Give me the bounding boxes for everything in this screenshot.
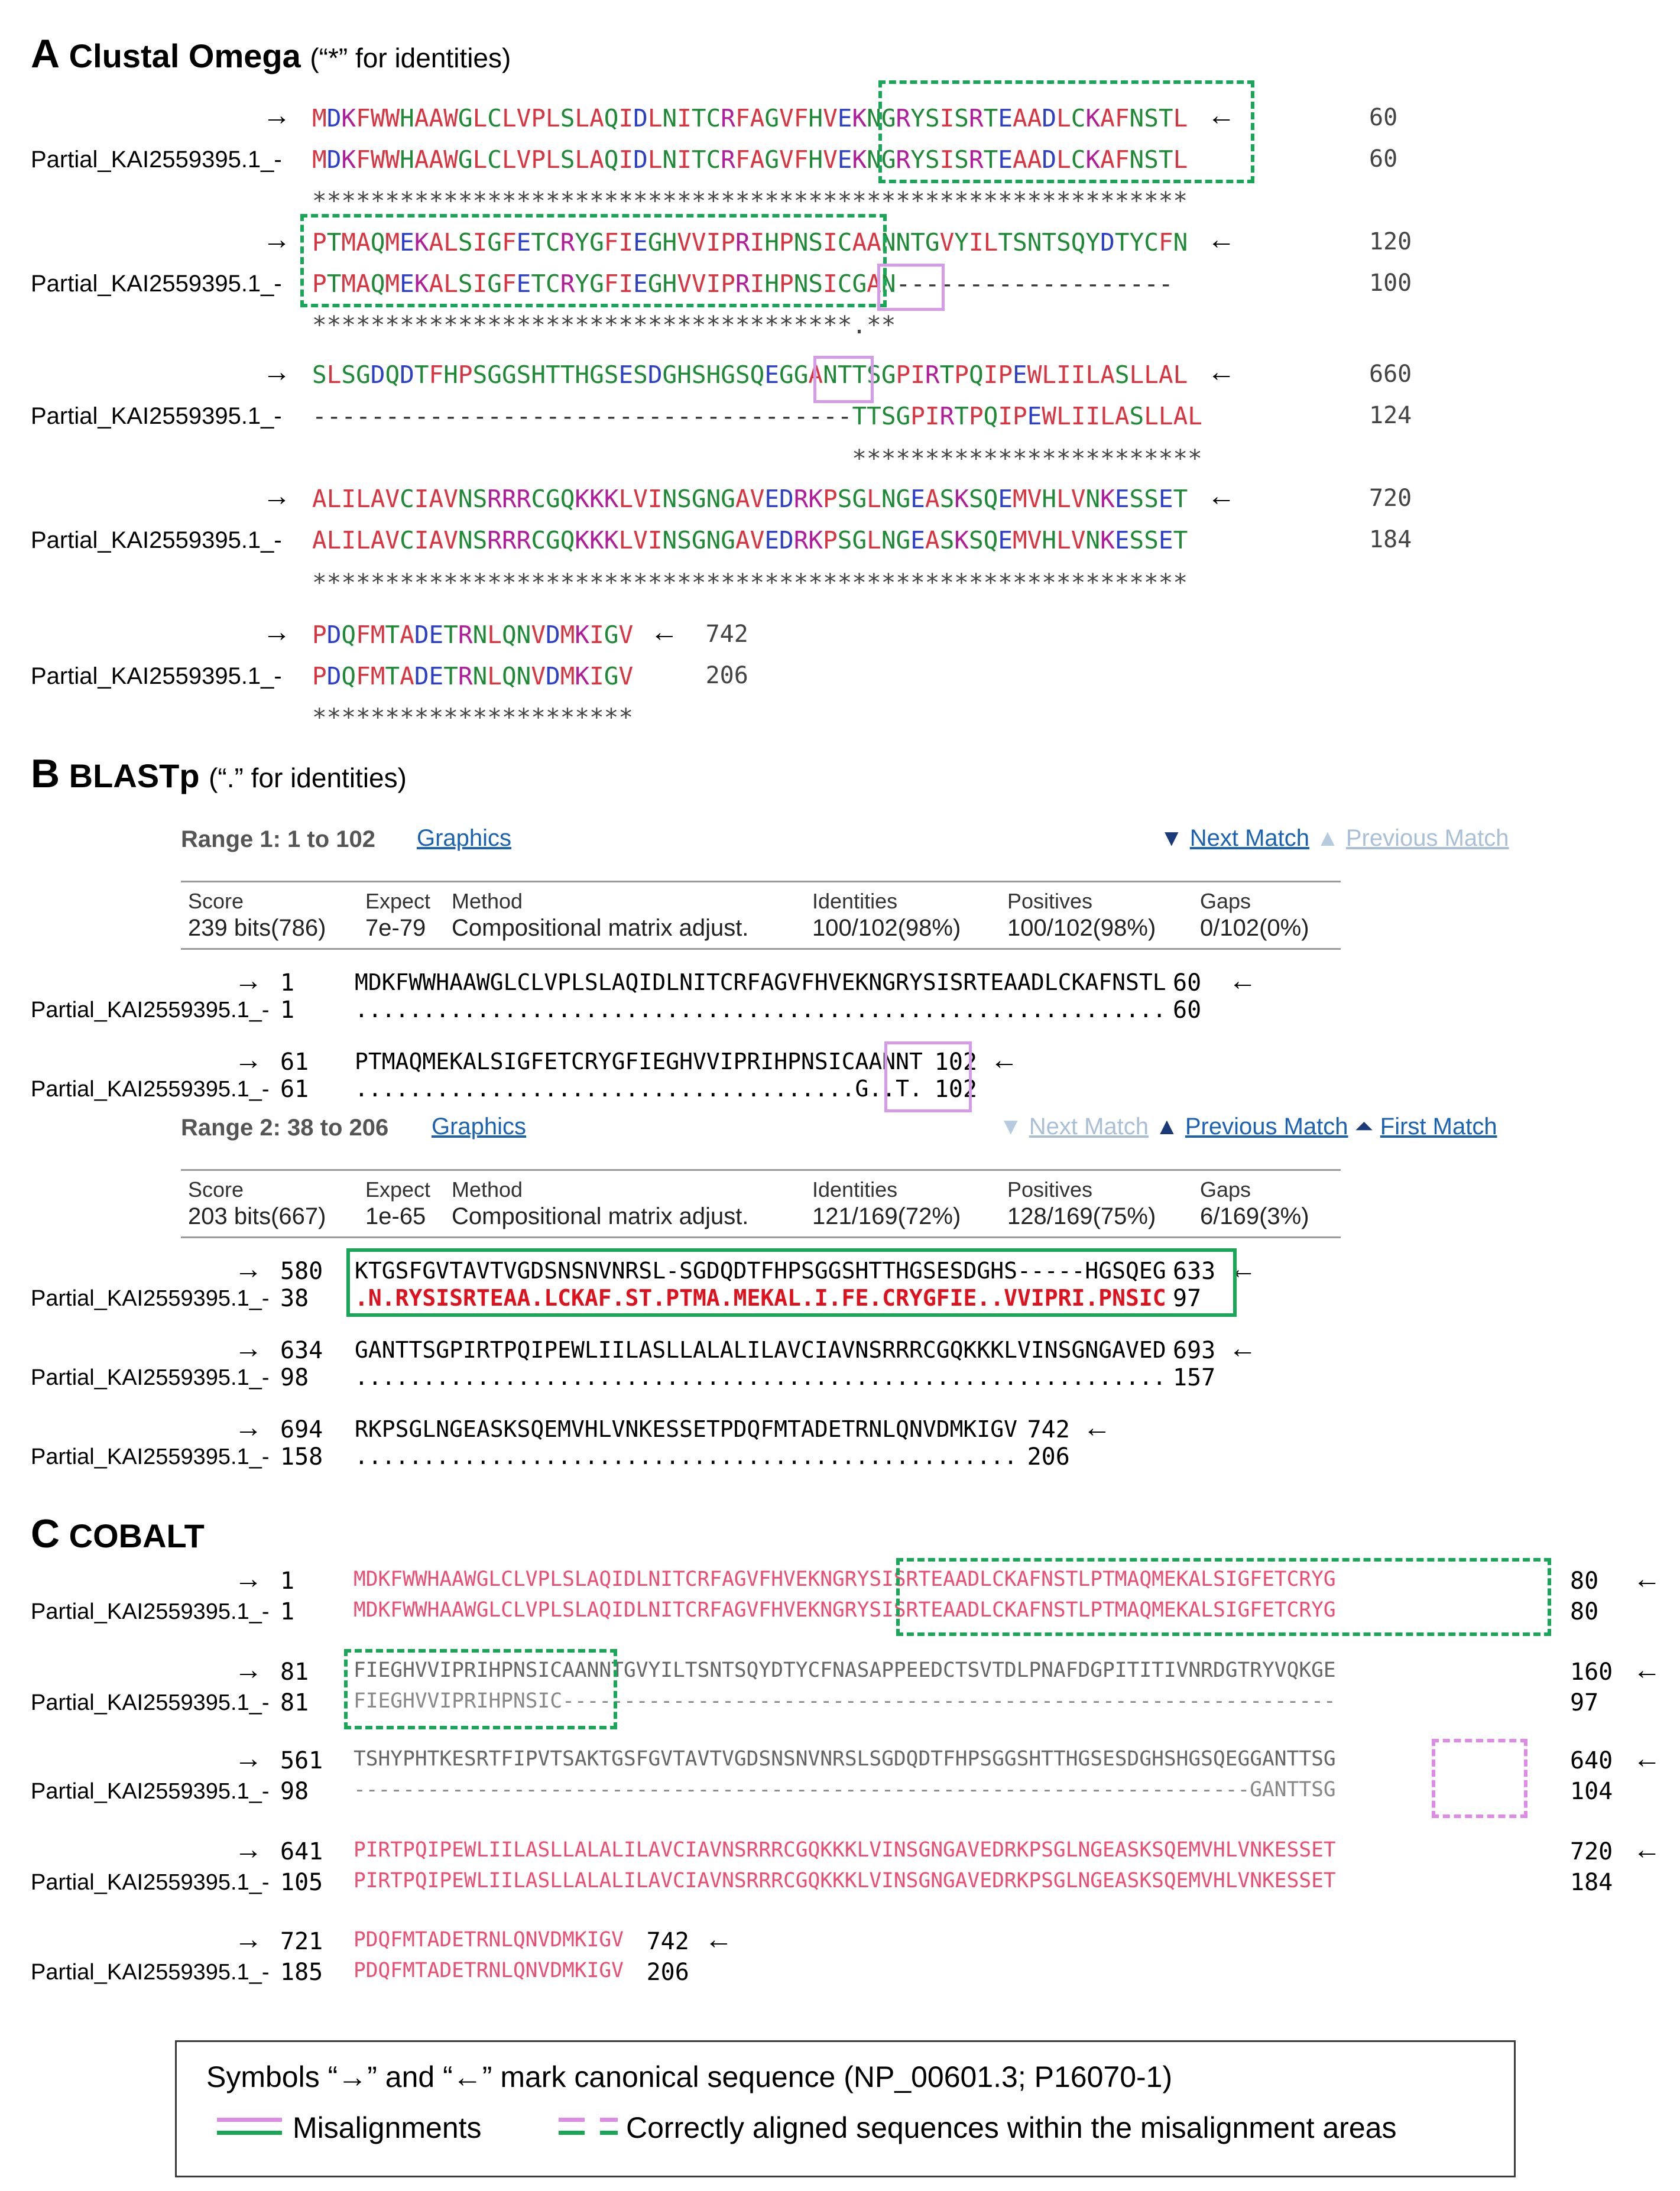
triangle-down-icon: ▼: [999, 1114, 1023, 1140]
section-letter: C: [31, 1511, 60, 1556]
misalign-region-green: [344, 1649, 617, 1729]
end-position: 60: [1173, 997, 1202, 1024]
start-position: 561: [280, 1747, 323, 1774]
partial-sequence: PTMAQMEKALSIGFETCRYGFIEGHVVIPRIHPNSICGAN-------------------: [312, 270, 1173, 298]
sequence-label: Partial_KAI2559395.1_-: [31, 1779, 270, 1804]
start-position: 185: [280, 1959, 323, 1986]
hdr-identities: Identities: [812, 889, 898, 913]
partial-sequence: PDQFMTADETRNLQNVDMKIGV: [353, 1959, 624, 1982]
misalign-region-violet: [877, 264, 945, 311]
sequence-label: Partial_KAI2559395.1_-: [31, 271, 282, 297]
sequence-label: Partial_KAI2559395.1_-: [31, 663, 282, 689]
val-identities: 100/102(98%): [812, 915, 961, 941]
canonical-sequence: PTMAQMEKALSIGFETCRYGFIEGHVVIPRIHPNSICAANNTGVYILTSNTSQYDTYCFN: [312, 228, 1188, 257]
hdr-identities: Identities: [812, 1177, 898, 1202]
first-match-link[interactable]: First Match: [1380, 1114, 1497, 1140]
end-position: 206: [646, 1959, 689, 1986]
hdr-expect: Expect: [365, 889, 431, 913]
left-arrow-icon: ←: [1633, 1563, 1661, 1595]
left-arrow-icon: ←: [1207, 224, 1235, 255]
val-gaps: 0/102(0%): [1200, 915, 1309, 941]
misalign-green-swatch: [217, 2131, 282, 2135]
hdr-expect: Expect: [365, 1177, 431, 1202]
legend-text: ” and “: [367, 2060, 453, 2093]
sequence-label: Partial_KAI2559395.1_-: [31, 1286, 270, 1311]
end-position: 742: [646, 1928, 689, 1955]
hdr-method: Method: [452, 889, 523, 913]
section-title: COBALT: [69, 1517, 205, 1554]
sequence-label: Partial_KAI2559395.1_-: [31, 527, 282, 553]
query-sequence: FIEGHVVIPRIHPNSICAANNTGVYILTSNTSQYDTYCFNASAPPEEDCTSVTDLPNAFDGPITITIVNRDGTRYVQKGE: [353, 1658, 1336, 1682]
hdr-gaps: Gaps: [1200, 1177, 1251, 1202]
match-line: .....................................G..T.: [355, 1076, 923, 1102]
val-score: 203 bits(667): [188, 1203, 326, 1229]
right-arrow-icon: →: [234, 1254, 262, 1285]
start-position: 694: [280, 1416, 323, 1443]
query-sequence: PTMAQMEKALSIGFETCRYGFIEGHVVIPRIHPNSICAANNT: [355, 1049, 923, 1075]
partial-sequence: MDKFWWHAAWGLCLVPLSLAQIDLNITCRFAGVFHVEKNGRYSISRTEAADLCKAFNSTL: [312, 145, 1188, 174]
right-arrow-icon: →: [234, 1743, 262, 1774]
conservation-line: **********************: [312, 703, 634, 732]
end-position: 742: [1027, 1416, 1070, 1443]
right-arrow-icon: →: [234, 1412, 262, 1443]
triangle-up-icon: ▲: [1155, 1114, 1179, 1140]
sequence-label: Partial_KAI2559395.1_-: [31, 1445, 270, 1469]
left-arrow-icon: ←: [1228, 1333, 1257, 1364]
hdr-positives: Positives: [1007, 1177, 1093, 1202]
legend-correct: Correctly aligned sequences within the misalignment areas: [626, 2111, 1397, 2144]
correct-violet-dash-2: [600, 2118, 618, 2122]
start-position: 61: [280, 1076, 309, 1103]
end-position: 97: [1173, 1285, 1202, 1312]
section-b-heading: [31, 751, 407, 797]
right-arrow-icon: →: [262, 224, 291, 255]
end-position: 60: [1173, 969, 1202, 997]
legend-text: ” mark canonical sequence (NP_00601.3; P16070-1): [482, 2060, 1173, 2093]
query-sequence: GANTTSGPIRTPQIPEWLIILASLLALALILAVCIAVNSRRRCGQKKKLVINSGNGAVED: [355, 1337, 1166, 1363]
end-position: 104: [1570, 1778, 1613, 1805]
canonical-sequence: SLSGDQDTFHPSGGSHTTHGSESDGHSHGSQEGGANTTSGPIRTPQIPEWLIILASLLAL: [312, 361, 1188, 389]
val-expect: 7e-79: [365, 915, 426, 941]
end-position: 693: [1173, 1337, 1216, 1364]
canonical-sequence: MDKFWWHAAWGLCLVPLSLAQIDLNITCRFAGVFHVEKNGRYSISRTEAADLCKAFNSTL: [312, 104, 1188, 132]
val-identities: 121/169(72%): [812, 1203, 961, 1229]
left-arrow-icon: ←: [1228, 1254, 1257, 1285]
start-position: 1: [280, 969, 295, 997]
position-number: 60: [1369, 145, 1398, 173]
start-position: 61: [280, 1049, 309, 1076]
legend-text: Symbols “: [206, 2060, 338, 2093]
legend-misalignments: Misalignments: [293, 2111, 482, 2144]
triangle-down-icon: ▼: [1160, 825, 1183, 851]
misalign-region-green: [300, 214, 887, 307]
query-sequence: MDKFWWHAAWGLCLVPLSLAQIDLNITCRFAGVFHVEKNGRYSISRTEAADLCKAFNSTLPTMAQMEKALSIGFETCRYG: [353, 1567, 1336, 1591]
partial-sequence: -------------------------------------------------------------------------GANTTSG: [353, 1778, 1336, 1802]
misalign-region-violet: [1432, 1739, 1527, 1818]
section-letter: A: [31, 31, 60, 76]
left-arrow-icon: ←: [1207, 481, 1235, 512]
next-match-link[interactable]: Next Match: [1189, 825, 1310, 851]
range2-divider-bottom: [181, 1236, 1341, 1238]
hdr-method: Method: [452, 1177, 523, 1202]
val-method: Compositional matrix adjust.: [452, 915, 749, 941]
range2-graphics-link[interactable]: Graphics: [432, 1114, 527, 1140]
left-arrow-icon: ←: [1633, 1834, 1661, 1865]
sequence-label: Partial_KAI2559395.1_-: [31, 403, 282, 429]
right-arrow-icon: →: [234, 1834, 262, 1865]
first-match-icon: ⏶: [1354, 1114, 1374, 1140]
end-position: 157: [1173, 1364, 1216, 1391]
start-position: 1: [280, 1567, 295, 1595]
right-arrow-icon: →: [262, 616, 291, 648]
start-position: 580: [280, 1258, 323, 1285]
start-position: 81: [280, 1689, 309, 1716]
range2-title: Range 2: 38 to 206: [181, 1115, 389, 1141]
section-letter: B: [31, 751, 60, 796]
correct-green-dash-1: [559, 2131, 585, 2135]
match-line: .N.RYSISRTEAA.LCKAF.ST.PTMA.MEKAL.I.FE.CRYGFIE..VVIPRI.PNSIC: [355, 1285, 1166, 1311]
hdr-score: Score: [188, 1177, 244, 1202]
start-position: 634: [280, 1337, 323, 1364]
query-sequence: MDKFWWHAAWGLCLVPLSLAQIDLNITCRFAGVFHVEKNGRYSISRTEAADLCKAFNSTL: [355, 969, 1166, 995]
end-position: 80: [1570, 1598, 1599, 1625]
end-position: 102: [934, 1049, 978, 1076]
left-arrow-icon: ←: [704, 1924, 733, 1955]
range2-divider: [181, 1169, 1341, 1171]
hdr-positives: Positives: [1007, 889, 1093, 913]
start-position: 38: [280, 1285, 309, 1312]
match-line: .................................................: [355, 1443, 1018, 1469]
section-c-heading: [31, 1511, 205, 1557]
legend-box: [175, 2040, 1516, 2177]
start-position: 721: [280, 1928, 323, 1955]
start-position: 98: [280, 1364, 309, 1391]
position-number: 742: [705, 621, 748, 648]
right-arrow-icon: →: [262, 356, 291, 388]
position-number: 720: [1369, 485, 1412, 512]
range1-divider: [181, 881, 1341, 882]
right-arrow-icon: →: [262, 481, 291, 512]
start-position: 641: [280, 1838, 323, 1865]
right-arrow-icon: →: [338, 2060, 368, 2093]
query-sequence: RKPSGLNGEASKSQEMVHLVNKESSETPDQFMTADETRNLQNVDMKIGV: [355, 1416, 1018, 1442]
left-arrow-icon: ←: [990, 1044, 1019, 1076]
section-a-heading: [31, 31, 511, 77]
val-score: 239 bits(786): [188, 915, 326, 941]
partial-sequence: FIEGHVVIPRIHPNSIC---------------------------------------------------------------: [353, 1689, 1336, 1713]
position-number: 184: [1369, 526, 1412, 553]
misalign-region-green: [896, 1558, 1551, 1636]
left-arrow-icon: ←: [452, 2060, 482, 2093]
start-position: 158: [280, 1443, 323, 1471]
val-method: Compositional matrix adjust.: [452, 1203, 749, 1229]
sequence-label: Partial_KAI2559395.1_-: [31, 998, 270, 1023]
previous-match-link[interactable]: Previous Match: [1185, 1114, 1348, 1140]
correct-violet-dash-1: [559, 2118, 585, 2122]
range2-match-nav[interactable]: [999, 1114, 1497, 1140]
match-line: ............................................................: [355, 997, 1166, 1023]
legend-line1: [206, 2060, 1172, 2094]
range1-divider-bottom: [181, 948, 1341, 950]
left-arrow-icon: ←: [1228, 965, 1257, 997]
start-position: 105: [280, 1869, 323, 1896]
position-number: 206: [705, 662, 748, 689]
position-number: 100: [1369, 270, 1412, 297]
end-position: 633: [1173, 1258, 1216, 1285]
range1-graphics-link[interactable]: Graphics: [417, 825, 512, 851]
val-positives: 100/102(98%): [1007, 915, 1156, 941]
partial-sequence: -------------------------------------TTSGPIRTPQIPEWLIILASLLAL: [312, 402, 1202, 430]
match-line: ............................................................: [355, 1364, 1166, 1390]
end-position: 720: [1570, 1838, 1613, 1865]
sequence-label: Partial_KAI2559395.1_-: [31, 1960, 270, 1985]
val-gaps: 6/169(3%): [1200, 1203, 1309, 1229]
start-position: 98: [280, 1778, 309, 1805]
conservation-line: ************************************************************: [312, 187, 1188, 215]
end-position: 97: [1570, 1689, 1599, 1716]
end-position: 102: [934, 1076, 978, 1103]
sequence-label: Partial_KAI2559395.1_-: [31, 147, 282, 173]
range1-next-match[interactable]: [1160, 825, 1509, 852]
canonical-sequence: PDQFMTADETRNLQNVDMKIGV: [312, 621, 634, 649]
misalign-region-green: [878, 80, 1254, 183]
right-arrow-icon: →: [234, 1924, 262, 1955]
section-subtitle: (“.” for identities): [209, 762, 407, 793]
right-arrow-icon: →: [234, 965, 262, 997]
sequence-label: Partial_KAI2559395.1_-: [31, 1599, 270, 1624]
position-number: 660: [1369, 361, 1412, 388]
hdr-gaps: Gaps: [1200, 889, 1251, 913]
end-position: 160: [1570, 1658, 1613, 1686]
section-subtitle: (“*” for identities): [310, 43, 511, 73]
start-position: 1: [280, 997, 295, 1024]
correct-green-dash-2: [600, 2131, 618, 2135]
left-arrow-icon: ←: [1082, 1412, 1111, 1443]
misalign-region-violet: [813, 356, 874, 403]
section-title: BLASTp: [69, 757, 200, 794]
query-sequence: TSHYPHTKESRTFIPVTSAKTGSFGVTAVTVGDSNSNVNRSLSGDQDTFHPSGGSHTTHGSESDGHSHGSQEGGANTTSG: [353, 1747, 1336, 1771]
val-expect: 1e-65: [365, 1203, 426, 1229]
sequence-label: Partial_KAI2559395.1_-: [31, 1077, 270, 1102]
sequence-label: Partial_KAI2559395.1_-: [31, 1690, 270, 1715]
right-arrow-icon: →: [262, 100, 291, 131]
left-arrow-icon: ←: [1207, 100, 1235, 131]
misalign-region-green: [346, 1248, 1237, 1317]
position-number: 60: [1369, 104, 1398, 131]
partial-sequence: PDQFMTADETRNLQNVDMKIGV: [312, 662, 634, 690]
query-sequence: PDQFMTADETRNLQNVDMKIGV: [353, 1928, 624, 1952]
partial-sequence: ALILAVCIAVNSRRRCGQKKKLVINSGNGAVEDRKPSGLNGEASKSQEMVHLVNKESSET: [312, 526, 1188, 554]
previous-match-link[interactable]: Previous Match: [1345, 825, 1509, 851]
canonical-sequence: ALILAVCIAVNSRRRCGQKKKLVINSGNGAVEDRKPSGLNGEASKSQEMVHLVNKESSET: [312, 485, 1188, 513]
val-positives: 128/169(75%): [1007, 1203, 1156, 1229]
start-position: 81: [280, 1658, 309, 1686]
end-position: 640: [1570, 1747, 1613, 1774]
partial-sequence: PIRTPQIPEWLIILASLLALALILAVCIAVNSRRRCGQKKKLVINSGNGAVEDRKPSGLNGEASKSQEMVHLVNKESSET: [353, 1869, 1336, 1893]
conservation-line: ************************************************************: [312, 569, 1188, 597]
end-position: 184: [1570, 1869, 1613, 1896]
left-arrow-icon: ←: [1633, 1743, 1661, 1774]
range1-title: Range 1: 1 to 102: [181, 826, 376, 852]
start-position: 1: [280, 1598, 295, 1625]
next-match-link[interactable]: Next Match: [1029, 1114, 1149, 1140]
end-position: 206: [1027, 1443, 1070, 1471]
left-arrow-icon: ←: [650, 616, 679, 648]
left-arrow-icon: ←: [1207, 356, 1235, 388]
position-number: 124: [1369, 402, 1412, 429]
conservation-line: ************************: [312, 444, 1202, 473]
end-position: 80: [1570, 1567, 1599, 1595]
query-sequence: KTGSFGVTAVTVGDSNSNVNRSL-SGDQDTFHPSGGSHTTHGSESDGHS-----HGSQEG: [355, 1258, 1166, 1284]
sequence-label: Partial_KAI2559395.1_-: [31, 1870, 270, 1895]
partial-sequence: MDKFWWHAAWGLCLVPLSLAQIDLNITCRFAGVFHVEKNGRYSISRTEAADLCKAFNSTLPTMAQMEKALSIGFETCRYG: [353, 1598, 1336, 1622]
right-arrow-icon: →: [234, 1044, 262, 1076]
hdr-score: Score: [188, 889, 244, 913]
position-number: 120: [1369, 228, 1412, 255]
right-arrow-icon: →: [234, 1654, 262, 1686]
right-arrow-icon: →: [234, 1333, 262, 1364]
misalign-violet-swatch: [217, 2118, 282, 2122]
right-arrow-icon: →: [234, 1563, 262, 1595]
query-sequence: PIRTPQIPEWLIILASLLALALILAVCIAVNSRRRCGQKKKLVINSGNGAVEDRKPSGLNGEASKSQEMVHLVNKESSET: [353, 1838, 1336, 1862]
left-arrow-icon: ←: [1633, 1654, 1661, 1686]
sequence-label: Partial_KAI2559395.1_-: [31, 1365, 270, 1390]
section-title: Clustal Omega: [69, 37, 301, 74]
triangle-up-icon: ▲: [1316, 825, 1340, 851]
conservation-line: *************************************.**: [312, 311, 896, 339]
misalign-region-violet: [884, 1041, 972, 1112]
